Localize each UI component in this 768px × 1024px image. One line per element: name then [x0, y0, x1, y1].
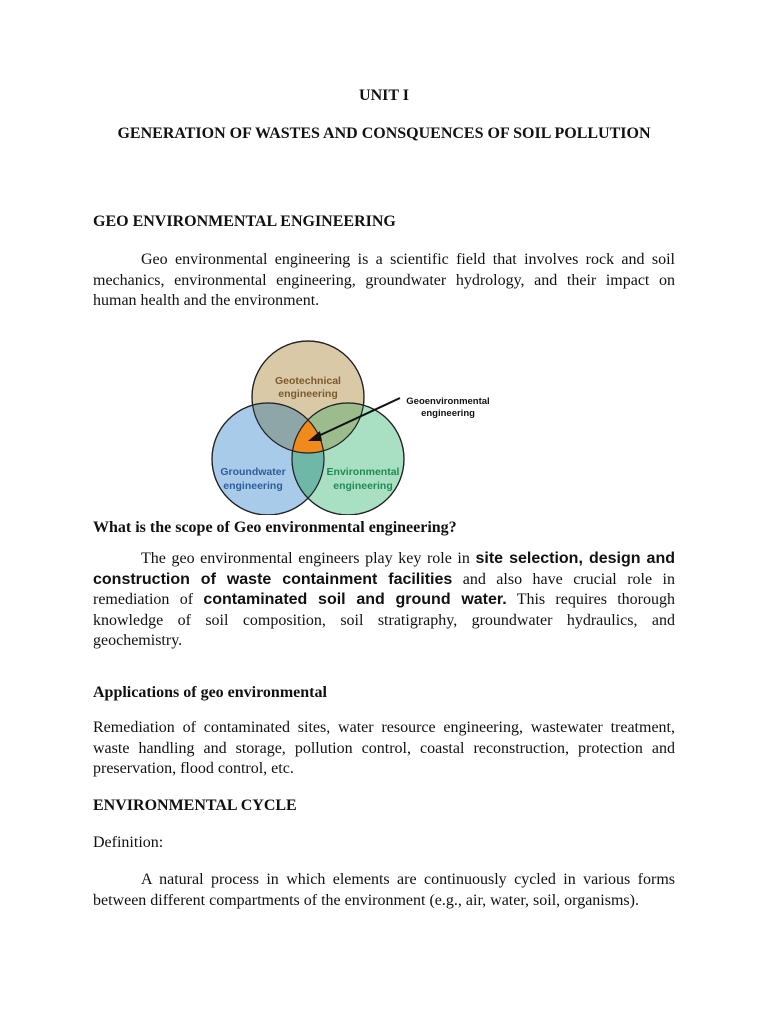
geoenv-label-2: engineering	[421, 408, 475, 419]
scope-text-b: and also have crucial role in remediation of	[93, 570, 675, 608]
geoenv-label-1: Geoenvironmental	[406, 396, 490, 407]
scope-question: What is the scope of Geo environmental engineering?	[93, 519, 457, 536]
chapter-title: GENERATION OF WASTES AND CONSQUENCES OF SOIL POLLUTION	[117, 125, 651, 142]
applications-heading: Applications of geo environmental	[93, 684, 327, 701]
scope-bold-2: contaminated soil and ground water.	[203, 591, 507, 608]
scope-text-c: This requires thorough knowledge of soil composition, soil stratigraphy, groundwater hydraulics, and geochemistry.	[93, 591, 676, 649]
definition-label: Definition:	[93, 834, 164, 851]
geotechnical-label-2: engineering	[278, 388, 338, 400]
scope-paragraph	[93, 549, 675, 652]
environmental-label-2: engineering	[333, 480, 393, 492]
environmental-cycle-heading: ENVIRONMENTAL CYCLE	[93, 797, 297, 814]
unit-heading: UNIT I	[359, 87, 409, 104]
intro-paragraph-text: Geo environmental engineering is a scientific field that involves rock and soil mechanics, environmental engineering, groundwater hydrology, and their impact on human health and the environment.	[93, 251, 675, 309]
definition-paragraph	[93, 870, 675, 911]
scope-text-a: The geo environmental engineers play key role in	[141, 550, 476, 567]
environmental-label-1: Environmental	[326, 466, 400, 478]
groundwater-label-2: engineering	[223, 480, 283, 492]
intro-paragraph	[93, 250, 675, 312]
definition-text: A natural process in which elements are continuously cycled in various forms between different compartments of the environment (e.g., air, water, soil, organisms).	[93, 871, 675, 909]
venn-diagram	[200, 335, 510, 515]
geotechnical-label-1: Geotechnical	[275, 375, 341, 387]
section-heading-geo-env: GEO ENVIRONMENTAL ENGINEERING	[93, 213, 396, 230]
groundwater-label-1: Groundwater	[220, 466, 286, 478]
scope-bold-1: site selection, design and construction of waste containment facilities	[93, 550, 676, 588]
applications-paragraph: Remediation of contaminated sites, water resource engineering, wastewater treatment, waste handling and storage, pollution control, coastal reconstruction, protection and preservation, flood control, etc.	[93, 719, 675, 777]
